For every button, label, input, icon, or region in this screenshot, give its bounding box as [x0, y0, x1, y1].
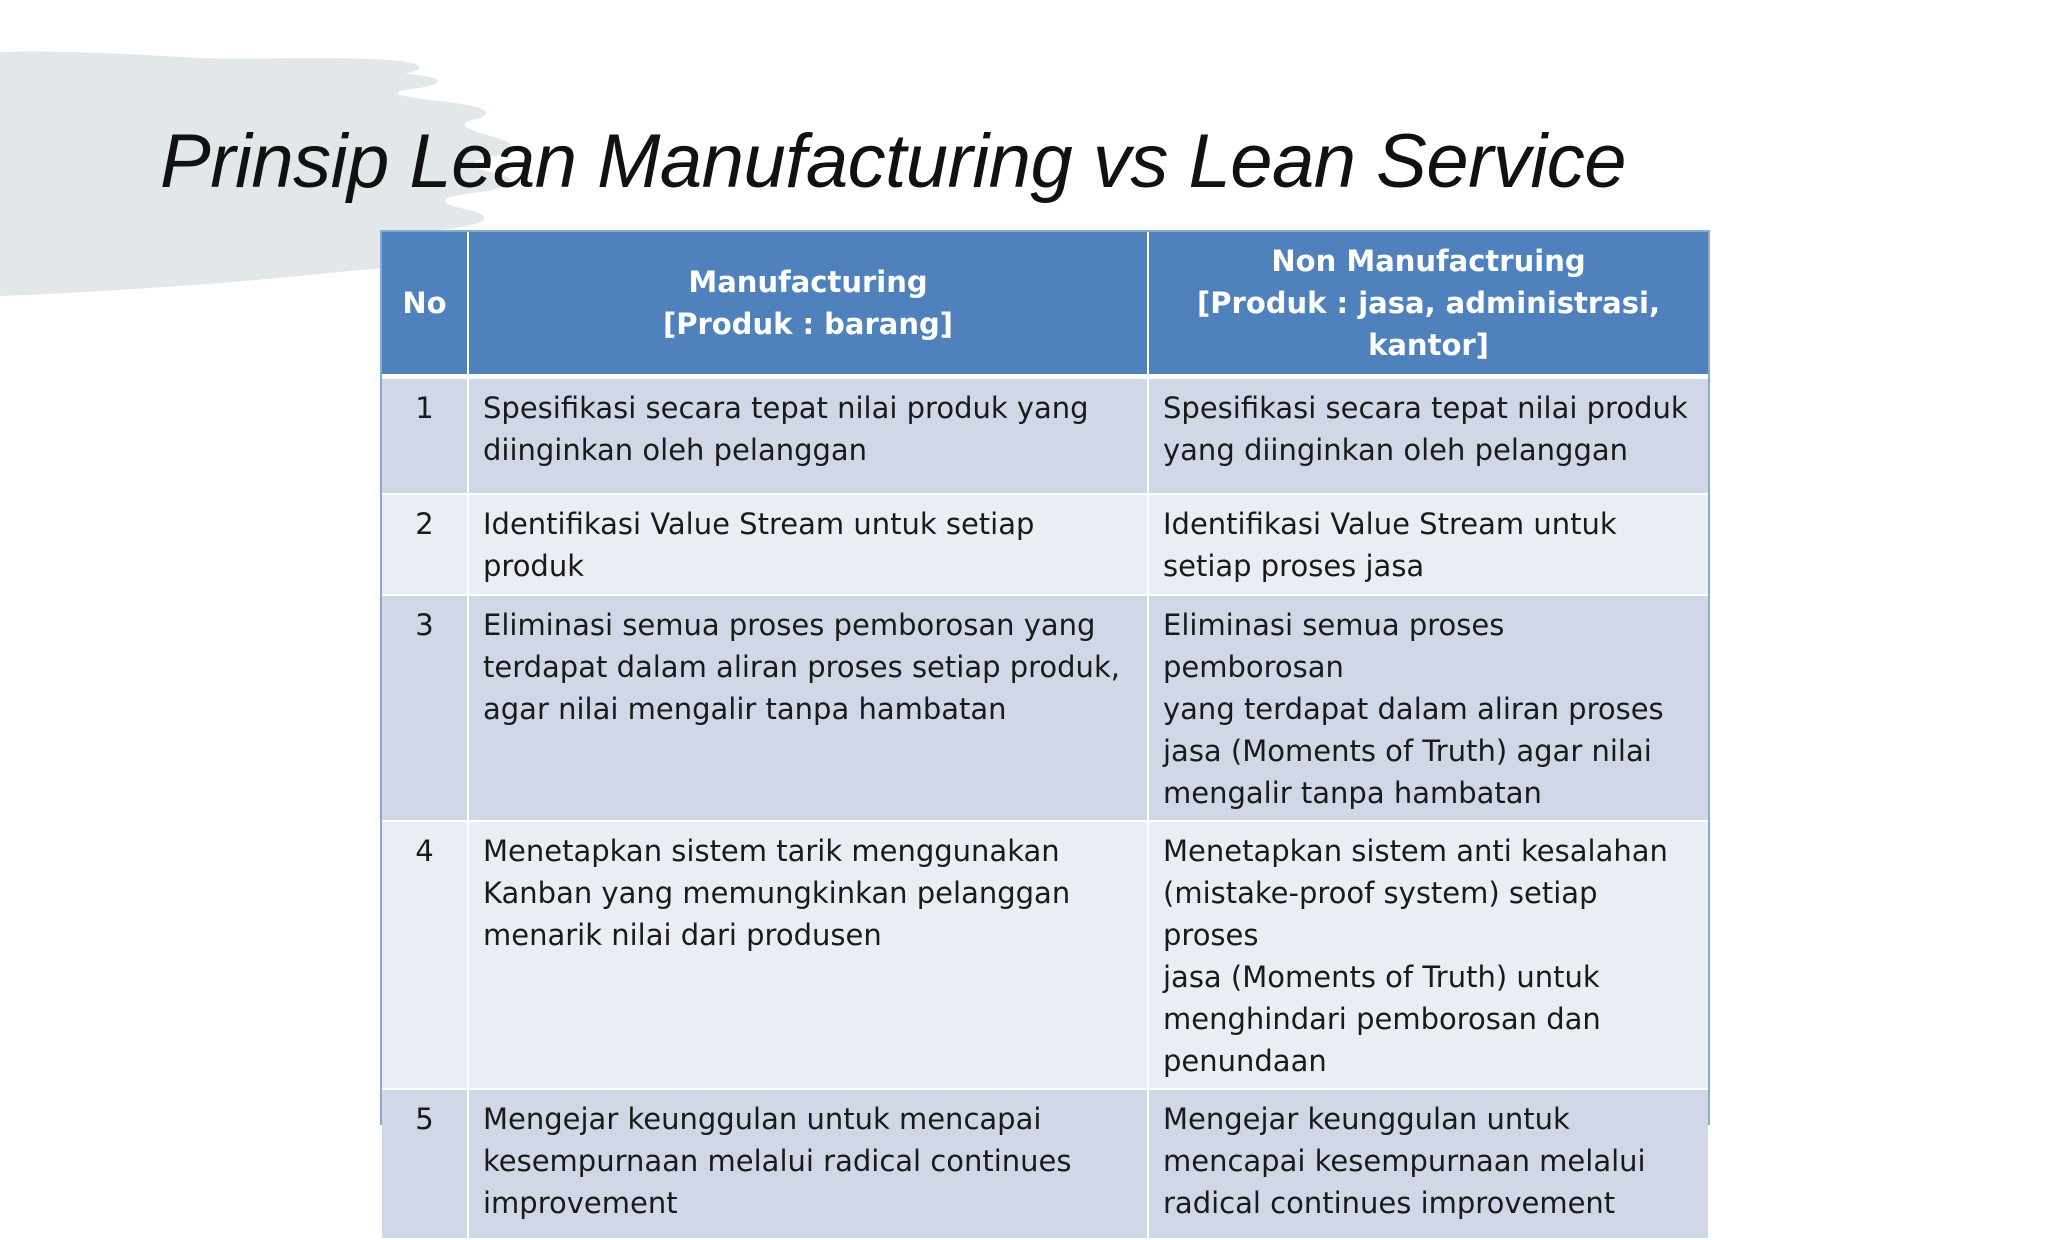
non-manufacturing-cell: Identifikasi Value Stream untuk setiap proses jasa: [1148, 494, 1708, 595]
header-manufacturing: Manufacturing [Produk : barang]: [468, 232, 1148, 377]
row-number: 4: [382, 821, 468, 1089]
row-number: 2: [382, 494, 468, 595]
manufacturing-cell: Mengejar keunggulan untuk mencapai kesempurnaan melalui radical continues improvement: [468, 1089, 1148, 1239]
row-number: 5: [382, 1089, 468, 1239]
table-row: [382, 1089, 1708, 1239]
non-manufacturing-cell: Menetapkan sistem anti kesalahan (mistake-proof system) setiap proses jasa (Moments of Truth) untuk menghindari pemborosan dan penundaan: [1148, 821, 1708, 1089]
manufacturing-cell: Spesifikasi secara tepat nilai produk yang diinginkan oleh pelanggan: [468, 377, 1148, 494]
non-manufacturing-cell: Spesifikasi secara tepat nilai produk yang diinginkan oleh pelanggan: [1148, 377, 1708, 494]
manufacturing-cell: Menetapkan sistem tarik menggunakan Kanban yang memungkinkan pelanggan menarik nilai dari produsen: [468, 821, 1148, 1089]
slide-title: Prinsip Lean Manufacturing vs Lean Service: [160, 119, 1627, 204]
table-row: [382, 494, 1708, 595]
table-row: [382, 821, 1708, 1089]
manufacturing-cell: Eliminasi semua proses pemborosan yang terdapat dalam aliran proses setiap produk, agar nilai mengalir tanpa hambatan: [468, 595, 1148, 821]
table-row: [382, 377, 1708, 494]
manufacturing-cell: Identifikasi Value Stream untuk setiap produk: [468, 494, 1148, 595]
comparison-table: [380, 230, 1710, 1220]
table-row: [382, 595, 1708, 821]
row-number: 3: [382, 595, 468, 821]
non-manufacturing-cell: Eliminasi semua proses pemborosan yang terdapat dalam aliran proses jasa (Moments of Truth) agar nilai mengalir tanpa hambatan: [1148, 595, 1708, 821]
header-non-manufacturing: Non Manufactruing [Produk : jasa, administrasi, kantor]: [1148, 232, 1708, 377]
row-number: 1: [382, 377, 468, 494]
non-manufacturing-cell: Mengejar keunggulan untuk mencapai kesempurnaan melalui radical continues improvement: [1148, 1089, 1708, 1239]
table-header-row: [382, 232, 1708, 377]
header-no: No: [382, 232, 468, 377]
